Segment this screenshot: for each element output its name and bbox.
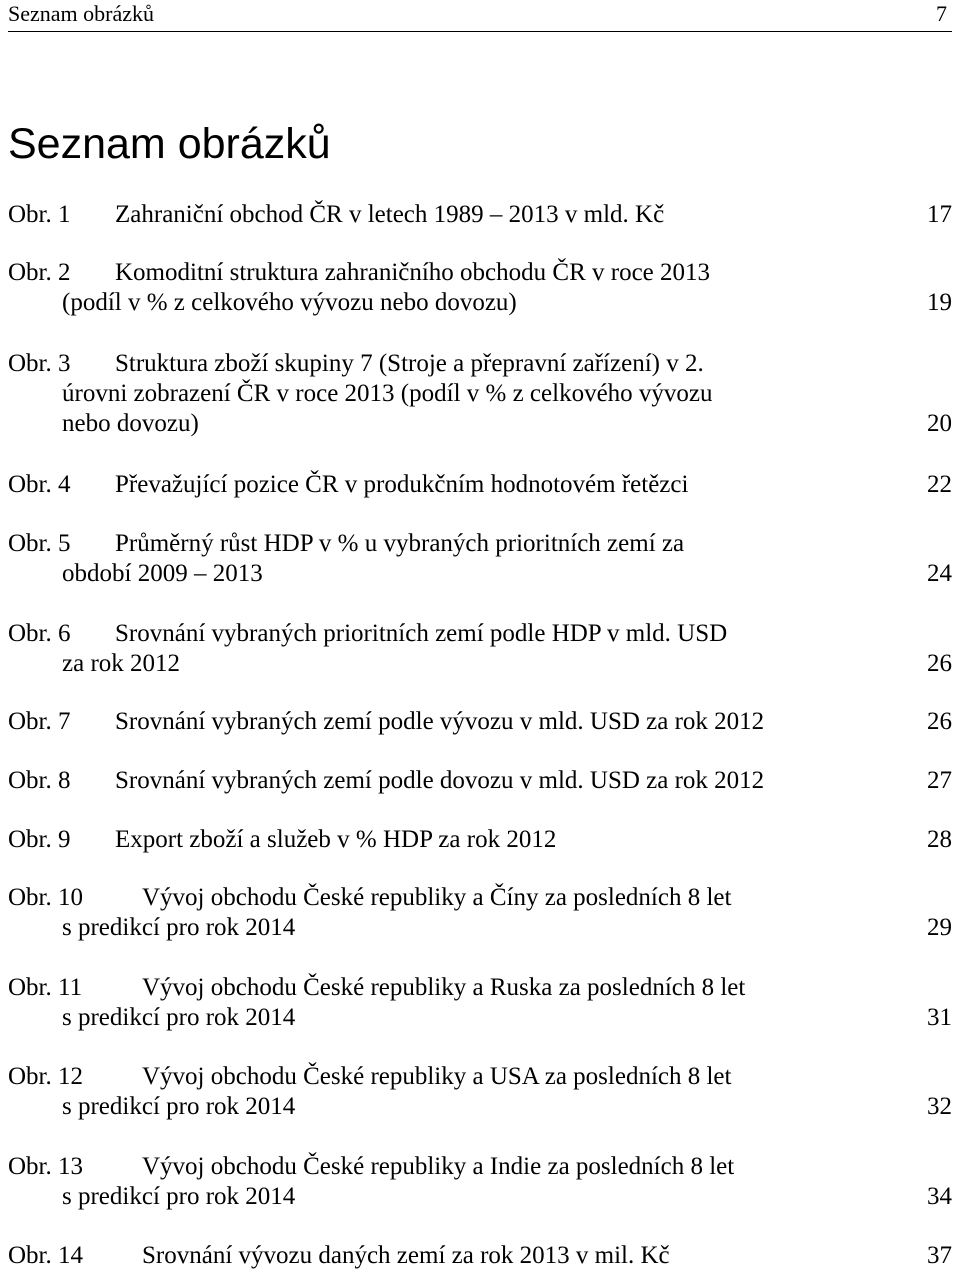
figure-entry [8,1062,952,1122]
figure-entry [8,258,952,318]
running-header-page-number: 7 [936,1,947,26]
figure-caption: za rok 2012 [62,650,181,677]
figure-entry [8,349,952,439]
figure-page-number: 26 [927,650,952,677]
figure-caption: (podíl v % z celkového vývozu nebo dovozu) [62,289,517,316]
figure-label: Obr. 3 [8,350,71,377]
figure-label: Obr. 1 [8,201,71,228]
figure-caption: s predikcí pro rok 2014 [62,1183,296,1210]
figure-entry [8,1152,952,1212]
figure-entry [8,883,952,943]
figure-page-number: 27 [927,767,952,794]
figure-caption: Průměrný růst HDP v % u vybraných prioritních zemí za [115,530,685,557]
figure-label: Obr. 11 [8,974,83,1001]
figure-entry-line [8,766,952,796]
figure-caption: Komoditní struktura zahraničního obchodu ČR v roce 2013 [115,259,711,286]
figure-entry-line [8,649,952,679]
figure-entry-line [8,973,952,1003]
figure-entry-line [8,559,952,589]
figure-caption: Export zboží a služeb v % HDP za rok 2012 [115,826,557,853]
figure-caption: s predikcí pro rok 2014 [62,914,296,941]
figure-entry [8,707,952,737]
figure-entry-line [8,1241,952,1271]
page-title: Seznam obrázků [8,120,331,168]
figure-entry-line [8,1152,952,1182]
figure-entry-line [8,409,952,439]
figure-page-number: 22 [927,471,952,498]
figure-entry [8,973,952,1033]
figure-caption: období 2009 – 2013 [62,560,263,587]
figure-page-number: 31 [927,1004,952,1031]
figure-caption: Převažující pozice ČR v produkčním hodnotovém řetězci [115,471,689,498]
figure-entry [8,529,952,589]
figure-caption: Vývoj obchodu České republiky a USA za posledních 8 let [142,1063,732,1090]
figure-entry-line [8,529,952,559]
figure-page-number: 20 [927,410,952,437]
figure-label: Obr. 8 [8,767,71,794]
figure-entry-line [8,258,952,288]
figure-entry-line [8,1092,952,1122]
figure-label: Obr. 6 [8,620,71,647]
figure-entry-line [8,470,952,500]
figure-caption: Srovnání vybraných zemí podle vývozu v mld. USD za rok 2012 [115,708,765,735]
figure-entry-line [8,288,952,318]
figure-entry [8,619,952,679]
figure-entry [8,200,952,230]
figure-label: Obr. 13 [8,1153,83,1180]
figure-caption: Vývoj obchodu České republiky a Ruska za posledních 8 let [142,974,746,1001]
figure-page-number: 29 [927,914,952,941]
figure-caption: Vývoj obchodu České republiky a Indie za posledních 8 let [142,1153,735,1180]
figure-page-number: 37 [927,1242,952,1269]
figure-label: Obr. 5 [8,530,71,557]
figure-entry [8,470,952,500]
running-header-title: Seznam obrázků [8,1,154,26]
figure-label: Obr. 2 [8,259,71,286]
figure-page-number: 26 [927,708,952,735]
figure-caption: nebo dovozu) [62,410,199,437]
figure-entry-line [8,825,952,855]
figure-caption: Zahraniční obchod ČR v letech 1989 – 2013 v mld. Kč [115,201,665,228]
figure-label: Obr. 14 [8,1242,83,1269]
figure-caption: Srovnání vybraných prioritních zemí podle HDP v mld. USD [115,620,728,647]
figure-label: Obr. 12 [8,1063,83,1090]
figure-label: Obr. 10 [8,884,83,911]
figure-entry-line [8,200,952,230]
figure-entry-line [8,619,952,649]
figure-caption: s predikcí pro rok 2014 [62,1004,296,1031]
figure-page-number: 24 [927,560,952,587]
figure-entry [8,1241,952,1271]
running-header [8,0,952,32]
figure-page-number: 17 [927,201,952,228]
figure-entry-line [8,349,952,379]
figure-entry-line [8,1182,952,1212]
figure-entry [8,766,952,796]
figure-entry-line [8,379,952,409]
figure-page-number: 28 [927,826,952,853]
figure-entry-line [8,913,952,943]
figure-caption: Srovnání vývozu daných zemí za rok 2013 v mil. Kč [142,1242,670,1269]
figure-label: Obr. 9 [8,826,71,853]
figure-caption: Srovnání vybraných zemí podle dovozu v mld. USD za rok 2012 [115,767,765,794]
figure-entry-line [8,1003,952,1033]
figure-entry-line [8,1062,952,1092]
figure-label: Obr. 4 [8,471,71,498]
figure-page-number: 34 [927,1183,952,1210]
figure-entry-line [8,707,952,737]
figure-caption: Vývoj obchodu České republiky a Číny za posledních 8 let [142,884,732,911]
figure-caption: s predikcí pro rok 2014 [62,1093,296,1120]
figure-entry-line [8,883,952,913]
figure-page-number: 19 [927,289,952,316]
figure-caption: Struktura zboží skupiny 7 (Stroje a přepravní zařízení) v 2. [115,350,704,377]
figure-entry [8,825,952,855]
figure-page-number: 32 [927,1093,952,1120]
figure-label: Obr. 7 [8,708,71,735]
figure-caption: úrovni zobrazení ČR v roce 2013 (podíl v % z celkového vývozu [62,380,713,407]
